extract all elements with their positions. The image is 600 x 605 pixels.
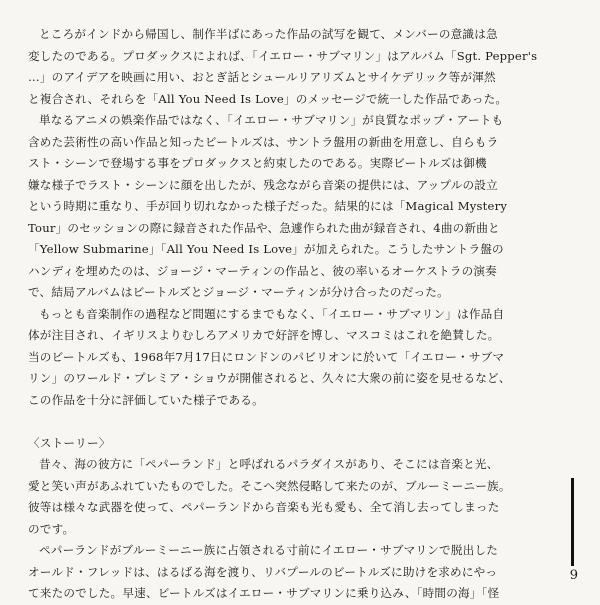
text-line: 当のビートルズも、1968年7月17日にロンドンのパビリオンに於いて「イエロー・サブマ <box>28 349 505 364</box>
text-line: ハンディを埋めたのは、ジョージ・マーティンの作品と、彼の率いるオーケストラの演奏 <box>28 263 497 278</box>
paragraph-gap <box>28 411 548 433</box>
text-line: Tour」のセッションの際に録音された作品や、急遽作られた曲が録音され、4曲の新曲と <box>28 220 500 235</box>
text-line: 含めた芸術性の高い作品と知ったビートルズは、サントラ盤用の新曲を用意し、自らもラ <box>28 134 499 149</box>
text-line: 嫌な様子でラスト・シーンに顔を出したが、残念ながら音楽の提供には、アップルの設立 <box>28 177 498 192</box>
text-line: 単なるアニメの娯楽作品ではなく、「イエロー・サブマリン」が良質なポップ・アートも <box>39 113 504 127</box>
text-line: この作品を十分に評価していた様子である。 <box>28 392 264 407</box>
text-line: オールド・フレッドは、はるばる海を渡り、リバプールのビートルズに助けを求めにやっ <box>28 564 498 579</box>
text-line: リン」のワールド・プレミア・ショウが開催されると、久々に大衆の前に姿を見せるなど、 <box>28 371 511 385</box>
text-line: スト・シーンで登場する事をプロダックスと約束したのである。実際ビートルズは御機 <box>28 156 487 170</box>
text-line: 変したのである。プロダックスによれば、「イエロー・サブマリン」はアルバム「Sgt. Pepper's <box>28 48 538 63</box>
text-line: ところがインドから帰国し、制作半ばにあった作品の試写を観て、メンバーの意識は急 <box>39 27 498 41</box>
text-line: 体が注目され、イギリスよりむしろアメリカで好評を博し、マスコミはこれを絶賛した。 <box>28 328 500 342</box>
text-line: …」のアイデアを映画に用い、おとぎ話とシュールリアリズムとサイケデリック等が渾然 <box>28 70 496 84</box>
page-number: 9 <box>569 568 578 583</box>
text-line: もっとも音楽制作の過程など問題にするまでもなく、「イエロー・サブマリン」は作品自 <box>39 306 505 321</box>
text-line: という時期に重なり、手が回り切れなかった様子だった。結果的には「Magical Mystery <box>28 199 508 213</box>
text-line: で、結局アルバムはビートルズとジョージ・マーティンが分け合ったのだった。 <box>28 285 449 299</box>
text-line: のです。 <box>28 521 75 536</box>
text-line: と複合され、それらを「All You Need Is Love」のメッセージで統一した作品であった。 <box>28 91 508 106</box>
text-line: ペパーランドがブルーミーニー族に占領される寸前にイエロー・サブマリンで脱出した <box>39 543 499 557</box>
body-text <box>28 24 548 605</box>
text-line: 彼等は様々な武器を使って、ペパーランドから音楽も光も愛も、全て消し去ってしまった <box>28 500 500 514</box>
text-line: 「Yellow Submarine」「All You Need Is Love」が加えられた。こうしたサントラ盤の <box>28 242 504 256</box>
text-line: 愛と笑い声があふれていたものでした。そこへ突然侵略して来たのが、ブルーミーニー族。 <box>28 478 511 493</box>
text-line: 昔々、海の彼方に「ペパーランド」と呼ばれるパラダイスがあり、そこには音楽と光、 <box>39 457 499 471</box>
text-line: て来たのでした。早速、ビートルズはイエロー・サブマリンに乗り込み、「時間の海」「怪 <box>28 586 500 600</box>
section-heading: 〈ストーリー〉 <box>28 435 111 450</box>
margin-rule <box>571 478 574 566</box>
